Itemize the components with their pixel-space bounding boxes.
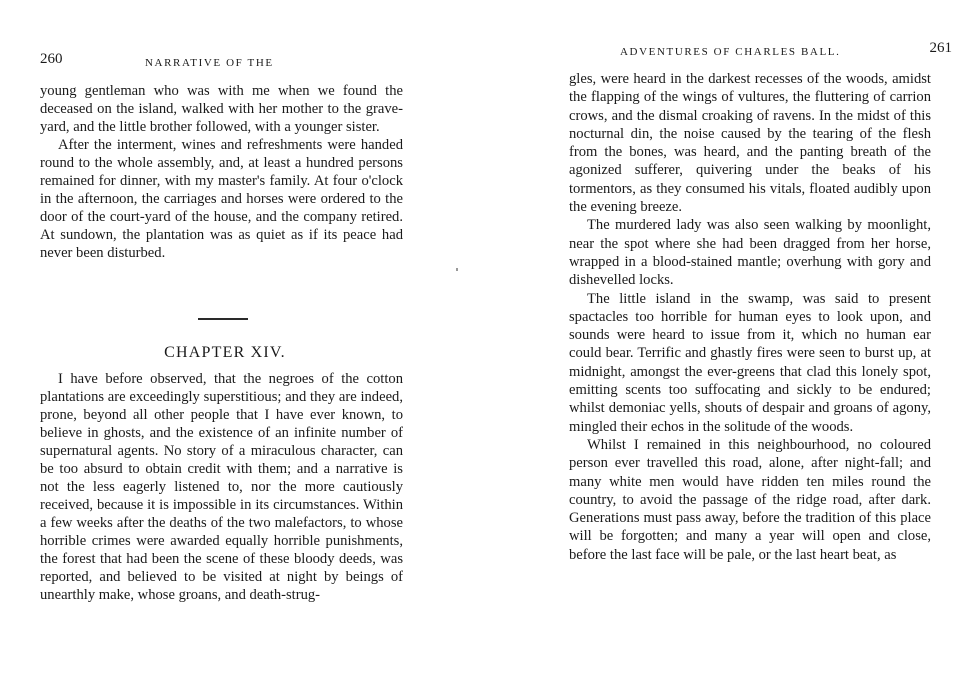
left-page-number: 260 [40, 51, 63, 67]
paragraph: The murdered lady was also seen walking by moonlight, near the spot where she had been dragged from her horse, wrapped in a blood-stained mantle; overhung with gory and dishevelled locks. [569, 217, 931, 289]
paragraph: The little island in the swamp, was said to present spactacles too horrible for human eyes to look upon, and sounds were heard to issue from it, which no human ear could bear. Terrific and ghastly fires were seen to burst up, at midnight, amongst the ever-greens that clad this lonely spot, emitting scents too suffocating and sickly to be endured; whilst demoniac yells, shouts of despair and groans of agony, mingled their echos in the solitude of the woods. [569, 290, 931, 435]
right-running-head: ADVENTURES OF CHARLES BALL. [620, 46, 841, 58]
right-body-text [569, 70, 931, 564]
right-page-number: 261 [929, 40, 952, 56]
chapter-body-text [40, 370, 403, 604]
scan-speck [456, 268, 458, 271]
section-divider [198, 318, 248, 320]
left-running-head: NARRATIVE OF THE [145, 57, 274, 69]
left-page [0, 0, 480, 675]
paragraph: gles, were heard in the darkest recesses of the woods, amidst the flapping of the wings of vultures, the fluttering of carrion crows, and the dismal croaking of ravens. In the midst of this nocturnal din, the noise caused by the tearing of the flesh from the bones, was heard, and the panting breath of the agonized sufferer, quivering under the beaks of his tormentors, as they consumed his vitals, floated audibly upon the evening breeze. [569, 71, 931, 216]
right-page-header [620, 42, 960, 62]
right-page [480, 0, 980, 675]
chapter-heading: CHAPTER XIV. [164, 344, 286, 361]
paragraph: Whilst I remained in this neighbourhood, no coloured person ever travelled this road, alone, after night-fall; and many white men would have ridden ten miles round the country, to avoid the passage of the ridge road, after dark. Generations must pass away, before the tradition of this place will be forgotten; and many a year will open and close, before the last face will be pale, or the last heart beat, as [569, 436, 931, 563]
left-body-text [40, 82, 403, 262]
paragraph: After the interment, wines and refreshments were handed round to the whole assembly, and, at least a hundred persons remained for dinner, with my master's family. At four o'clock in the afternoon, the carriages and horses were ordered to the door of the court-yard of the house, and the company retired. At sundown, the plantation was as quiet as if its peace had never been disturbed. [40, 137, 403, 261]
paragraph: I have before observed, that the negroes of the cotton plantations are exceedingly superstitious; and they are indeed, prone, beyond all other people that I have ever known, to believe in ghosts, and the existence of an infinite number of supernatural agents. No story of a miraculous character, can be too absurd to obtain credit with them; and a narrative is not the less eagerly listened to, nor the more cautiously received, because it is impossible in its circumstances. Within a few weeks after the deaths of the two malefactors, to whose horrible crimes were awarded equally horrible punishments, the forest that had been the scene of these bloody deeds, was reported, and believed to be visited at night by beings of unearthly make, whose groans, and death-strug- [40, 371, 403, 603]
paragraph: young gentleman who was with me when we found the deceased on the island, walked with her mother to the grave-yard, and the little brother followed, with a younger sister. [40, 83, 403, 135]
